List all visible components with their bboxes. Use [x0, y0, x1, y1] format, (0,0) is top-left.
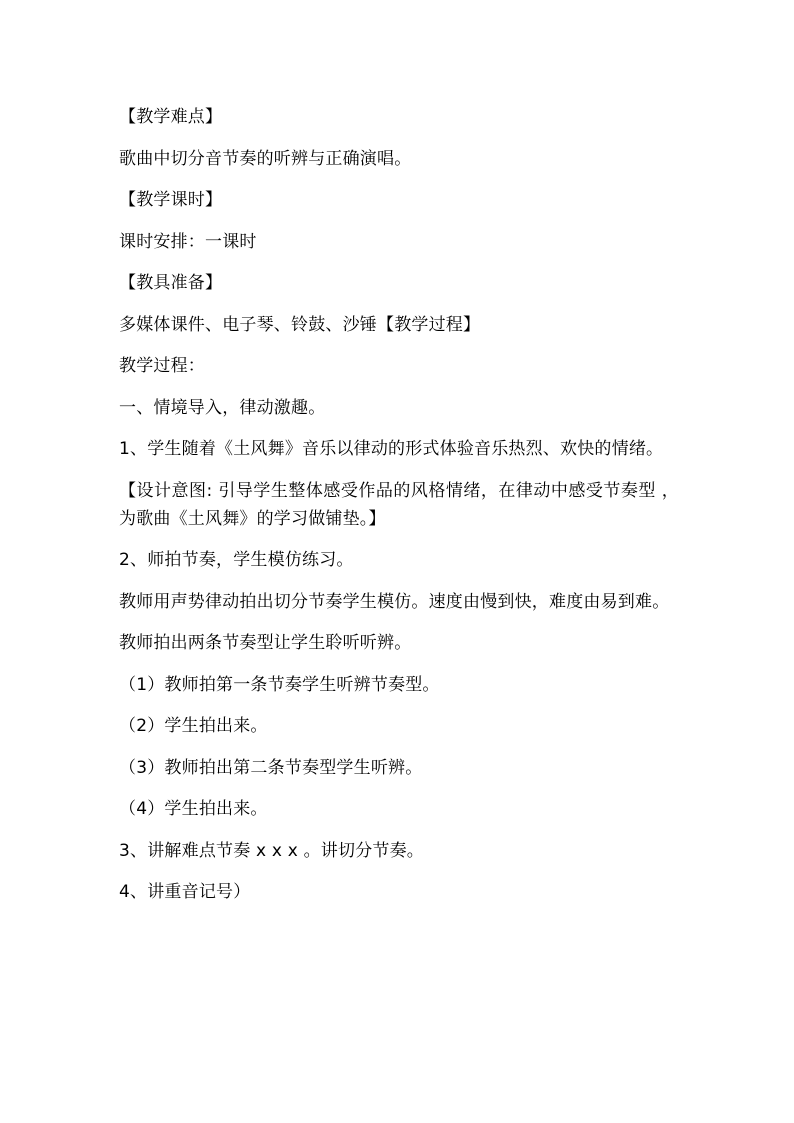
paragraph-teaching-aids-text: 多媒体课件、电子琴、铃鼓、沙锤【教学过程】: [119, 314, 481, 335]
list-item-4: （4）学生拍出来。: [119, 799, 268, 819]
paragraph-step-4: 4、讲重音记号）: [119, 882, 251, 902]
list-item-1: （1）教师拍第一条节奏学生听辨节奏型。: [119, 674, 440, 695]
section-heading-teaching-difficulty: 【教学难点】: [119, 107, 223, 127]
document-body: [119, 103, 679, 920]
paragraph-teaching-process-label: 教学过程：: [119, 356, 205, 376]
paragraph-step-2: 2、师拍节奏，学生模仿练习。: [119, 550, 354, 570]
paragraph-step-3: 3、讲解难点节奏 x x x 。讲切分节奏。: [119, 840, 425, 861]
paragraph-class-hours-text: 课时安排：一课时: [119, 231, 257, 252]
paragraph-teacher-rhythm: 教师用声势律动拍出切分节奏学生模仿。速度由慢到快，难度由易到难。: [119, 591, 670, 612]
list-item-2: （2）学生拍出来。: [119, 716, 268, 736]
paragraph-step-1: 1、学生随着《土风舞》音乐以律动的形式体验音乐热烈、欢快的情绪。: [119, 439, 664, 459]
section-heading-class-hours: 【教学课时】: [119, 190, 223, 210]
paragraph-design-intent: 【设计意图: 引导学生整体感受作品的风格情绪，在律动中感受节奏型 ，为歌曲《土风舞》的学习做铺垫。】: [119, 480, 679, 529]
list-item-3: （3）教师拍出第二条节奏型学生听辨。: [119, 757, 423, 778]
step-heading-intro: 一、情境导入，律动激趣。: [119, 397, 326, 418]
paragraph-two-rhythms: 教师拍出两条节奏型让学生聆听听辨。: [119, 633, 412, 653]
paragraph-difficulty-text: 歌曲中切分音节奏的听辨与正确演唱。: [119, 148, 412, 169]
section-heading-teaching-aids: 【教具准备】: [119, 273, 223, 293]
